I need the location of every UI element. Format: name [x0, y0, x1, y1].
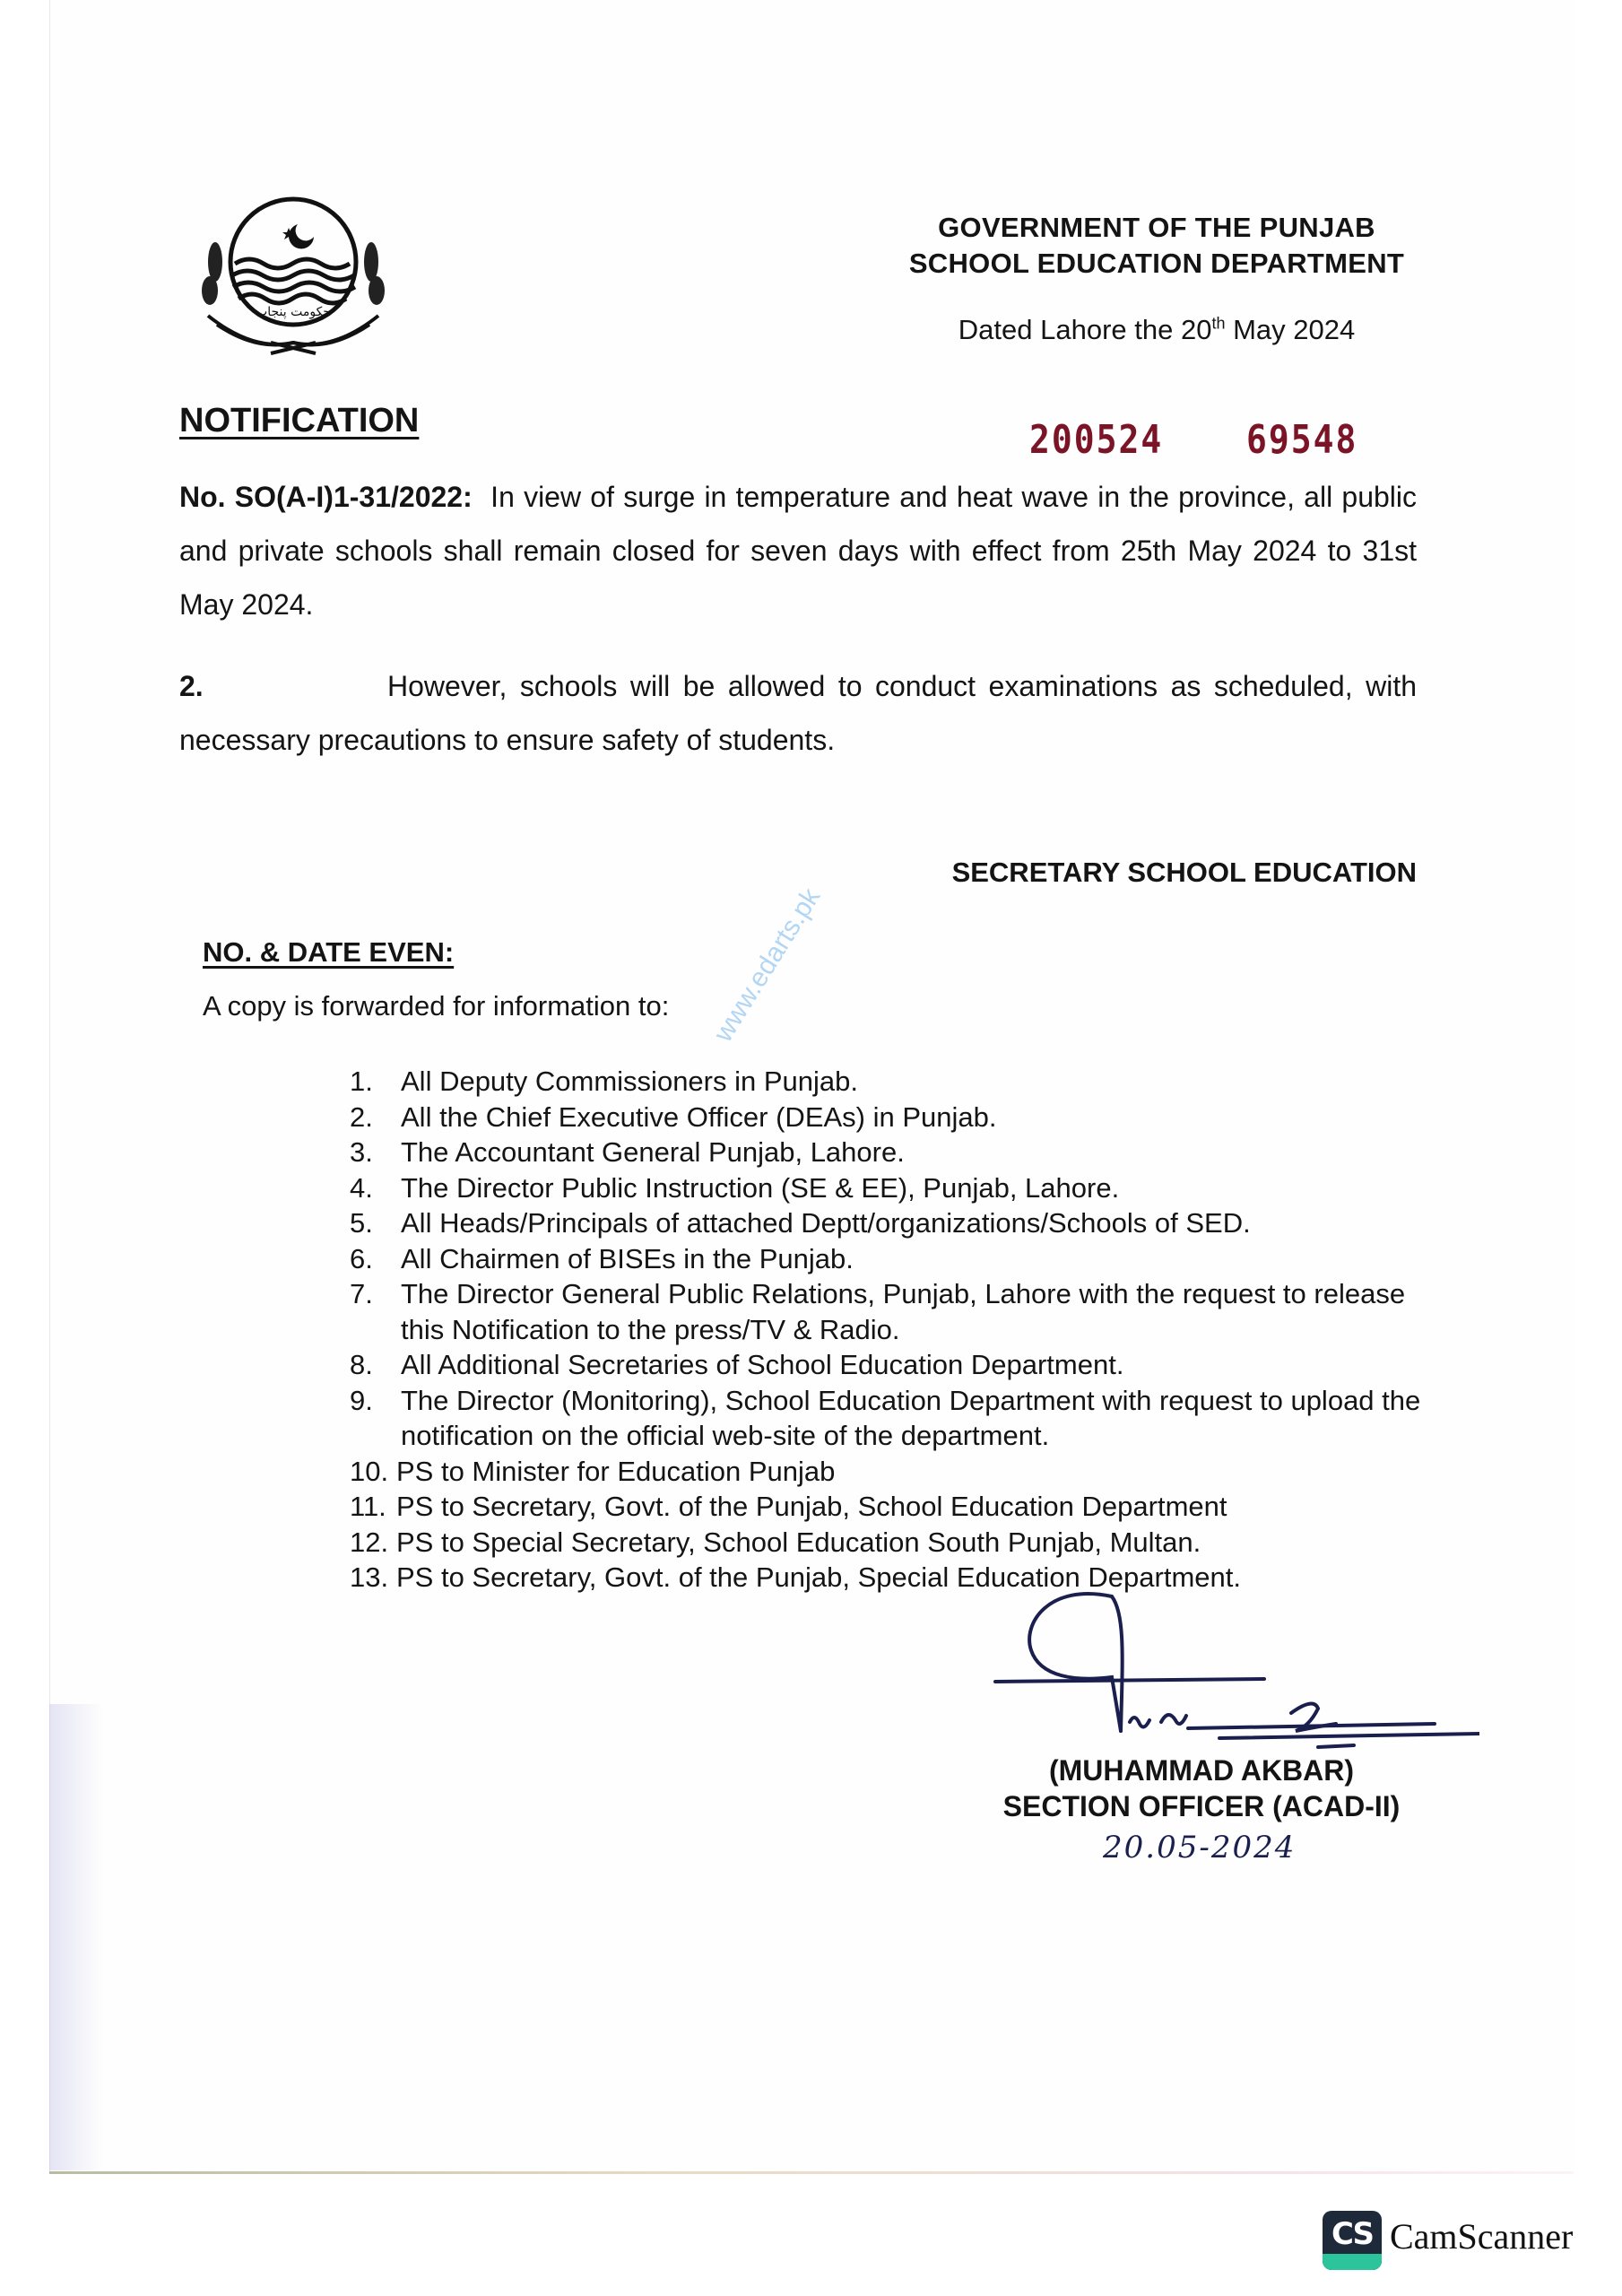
- list-item-number: 1.: [350, 1065, 373, 1097]
- dated-prefix: Dated Lahore the 20: [958, 314, 1212, 345]
- list-item-text: All Heads/Principals of attached Deptt/organizations/Schools of SED.: [401, 1207, 1251, 1239]
- paragraph-2-number: 2.: [179, 670, 204, 702]
- list-item-number: 12.: [350, 1526, 389, 1558]
- scan-bottom-edge: [49, 2171, 1574, 2174]
- list-item-text: All the Chief Executive Officer (DEAs) in Punjab.: [401, 1100, 997, 1133]
- header-department: SCHOOL EDUCATION DEPARTMENT: [908, 248, 1405, 279]
- copy-forwarded-intro: A copy is forwarded for information to:: [203, 990, 670, 1022]
- paragraph-1-text: In view of surge in temperature and heat wave in the province, all public and private schools shall remain closed for seven days with effect from 25th May 2024 to 31st May 2024.: [179, 481, 1418, 621]
- signature-scribble: [977, 1587, 1479, 1771]
- list-item-number: 10.: [350, 1455, 389, 1487]
- forwarding-list-item: [350, 1135, 1426, 1170]
- list-item-text: The Director Public Instruction (SE & EE), Punjab, Lahore.: [401, 1171, 1120, 1204]
- list-item-text: The Accountant General Punjab, Lahore.: [401, 1136, 905, 1168]
- forwarding-list-item: [350, 1347, 1426, 1383]
- signatory-name: (MUHAMMAD AKBAR): [1048, 1754, 1355, 1787]
- forwarding-list-item: [350, 1383, 1426, 1454]
- forwarding-list-item: [350, 1170, 1426, 1206]
- camscanner-name: CamScanner: [1390, 2216, 1574, 2257]
- forwarding-list-item: [350, 1489, 1426, 1525]
- forwarding-list-item: [350, 1241, 1426, 1277]
- camscanner-logo-text: CS: [1331, 2216, 1374, 2252]
- list-item-text: All Additional Secretaries of School Education Department.: [401, 1349, 1124, 1380]
- forwarding-list-item: [350, 1205, 1426, 1241]
- header-government: GOVERNMENT OF THE PUNJAB: [938, 212, 1375, 243]
- forwarding-list-item: [350, 1100, 1426, 1135]
- reference-number: No. SO(A-I)1-31/2022:: [179, 481, 473, 513]
- list-item-number: 5.: [350, 1207, 373, 1239]
- list-item-text: PS to Special Secretary, School Education South Punjab, Multan.: [396, 1526, 1201, 1558]
- dated-sup: th: [1211, 314, 1226, 333]
- punjab-emblem-icon: [190, 190, 396, 361]
- forwarding-list-item: [350, 1454, 1426, 1490]
- paragraph-2: [179, 659, 1417, 767]
- list-item-number: 9.: [350, 1384, 373, 1416]
- forwarding-list-item: [350, 1064, 1426, 1100]
- list-item-text: PS to Secretary, Govt. of the Punjab, Special Education Department.: [396, 1561, 1241, 1593]
- forwarding-list-item: [350, 1525, 1426, 1561]
- no-date-even-heading: NO. & DATE EVEN:: [203, 936, 455, 968]
- list-item-text: All Deputy Commissioners in Punjab.: [401, 1065, 858, 1097]
- paragraph-1: [179, 470, 1417, 631]
- dated-suffix: May 2024: [1225, 314, 1356, 345]
- list-item-text: All Chairmen of BISEs in the Punjab.: [401, 1242, 854, 1274]
- list-item-number: 6.: [350, 1242, 373, 1274]
- list-item-number: 7.: [350, 1278, 373, 1309]
- notification-title: NOTIFICATION: [179, 402, 420, 439]
- list-item-number: 11.: [350, 1491, 386, 1522]
- paragraph-2-text: However, schools will be allowed to conduct examinations as scheduled, with necessary precautions to ensure safety of students.: [179, 670, 1417, 756]
- scan-edge-shadow: [49, 1704, 103, 2170]
- issuer-title: SECRETARY SCHOOL EDUCATION: [951, 857, 1417, 888]
- list-item-text: The Director General Public Relations, Punjab, Lahore with the request to release this Notification to the press/TV & Radio.: [401, 1278, 1406, 1345]
- svg-text:حکومت پنجاب: حکومت پنجاب: [256, 305, 331, 319]
- stamp-number: 69548: [1246, 416, 1358, 463]
- forwarding-list: [350, 1064, 1426, 1596]
- list-item-number: 8.: [350, 1349, 373, 1380]
- signatory-designation: SECTION OFFICER (ACAD-II): [1002, 1790, 1401, 1822]
- stamp-date: 200524: [1029, 416, 1164, 463]
- list-item-number: 13.: [350, 1561, 389, 1593]
- list-item-text: PS to Secretary, Govt. of the Punjab, School Education Department: [396, 1491, 1227, 1522]
- watermark: www.edarts.pk: [708, 883, 827, 1048]
- list-item-text: PS to Minister for Education Punjab: [396, 1455, 836, 1487]
- list-item-number: 2.: [350, 1100, 373, 1133]
- forwarding-list-item: [350, 1276, 1426, 1347]
- handwritten-date: 20.05-2024: [1103, 1830, 1297, 1866]
- camscanner-logo-accent: [1323, 2254, 1382, 2270]
- list-item-number: 4.: [350, 1171, 373, 1204]
- list-item-text: The Director (Monitoring), School Education Department with request to upload the notification on the official web-site of the department.: [401, 1384, 1421, 1451]
- list-item-number: 3.: [350, 1136, 373, 1168]
- dated-line: [807, 314, 1506, 346]
- camscanner-logo-icon: [1323, 2211, 1382, 2270]
